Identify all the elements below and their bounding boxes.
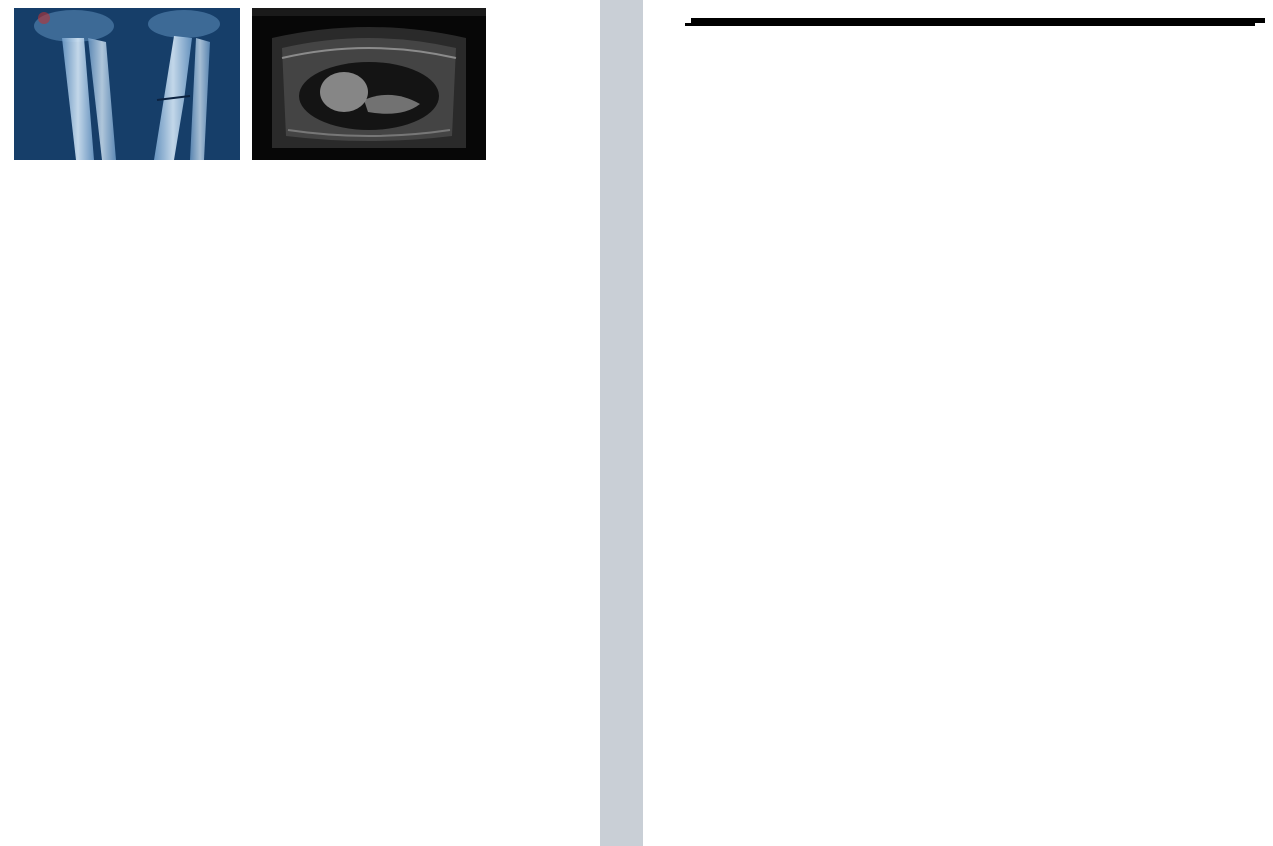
ultrasound-fetus-image xyxy=(252,8,486,160)
xray-forearm-image xyxy=(14,8,240,160)
activity2-step-1 xyxy=(686,25,971,26)
xray-graphic xyxy=(14,8,240,160)
page-2 xyxy=(643,0,1273,846)
figure-images xyxy=(14,8,590,160)
activity2-product-1 xyxy=(970,25,1255,26)
activity-2-table xyxy=(685,23,1255,26)
page-1 xyxy=(0,0,600,846)
ultrasound-graphic xyxy=(252,8,486,160)
